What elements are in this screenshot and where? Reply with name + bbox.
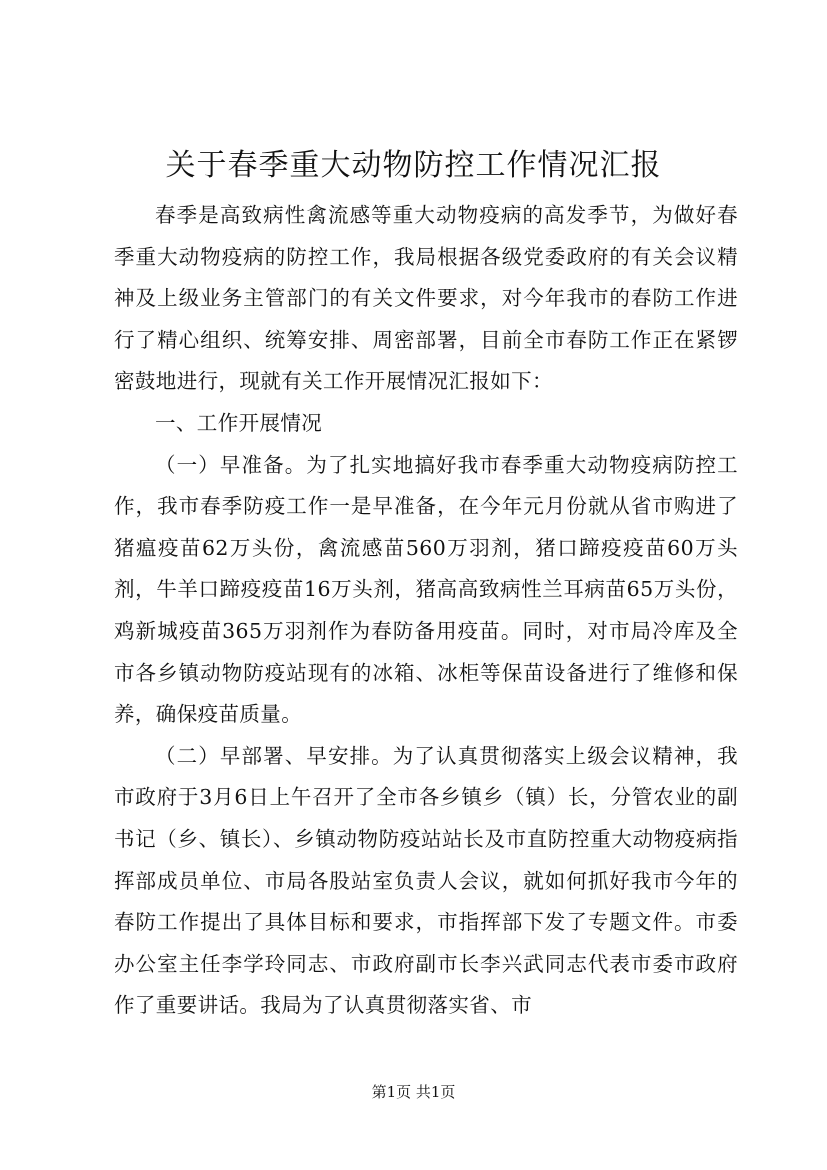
paragraph-early-preparation: （一）早准备。为了扎实地搞好我市春季重大动物疫病防控工作，我市春季防疫工作一是早准备，在今年元月份就从省市购进了猪瘟疫苗62万头份，禽流感苗560万羽剂，猪口蹄疫疫苗60万头剂，牛羊口蹄疫疫苗16万头剂，猪高高致病性兰耳病苗65万头份，鸡新城疫苗365万羽剂作为春防备用疫苗。同时，对市局冷库及全市各乡镇动物防疫站现有的冰箱、冰柜等保苗设备进行了维修和保养，确保疫苗质量。 — [114, 452, 738, 727]
document-body — [114, 195, 738, 1027]
page-footer: 第1页 共1页 — [371, 1083, 456, 1101]
section-heading-1: 一、工作开展情况 — [155, 410, 323, 435]
document-title: 关于春季重大动物防控工作情况汇报 — [165, 148, 662, 183]
paragraph-early-deployment: （二）早部署、早安排。为了认真贯彻落实上级会议精神，我市政府于3月6日上午召开了全市各乡镇乡（镇）长，分管农业的副书记（乡、镇长）、乡镇动物防疫站站长及市直防控重大动物疫病指挥部成员单位、市局各股站室负责人会议，就如何抓好我市今年的春防工作提出了具体目标和要求，市指挥部下发了专题文件。市委办公室主任李学玲同志、市政府副市长李兴武同志代表市委市政府作了重要讲话。我局为了认真贯彻落实省、市 — [114, 743, 738, 1018]
paragraph-intro: 春季是高致病性禽流感等重大动物疫病的高发季节，为做好春季重大动物疫病的防控工作，我局根据各级党委政府的有关会议精神及上级业务主管部门的有关文件要求，对今年我市的春防工作进行了精心组织、统筹安排、周密部署，目前全市春防工作正在紧锣密鼓地进行，现就有关工作开展情况汇报如下： — [114, 203, 738, 394]
